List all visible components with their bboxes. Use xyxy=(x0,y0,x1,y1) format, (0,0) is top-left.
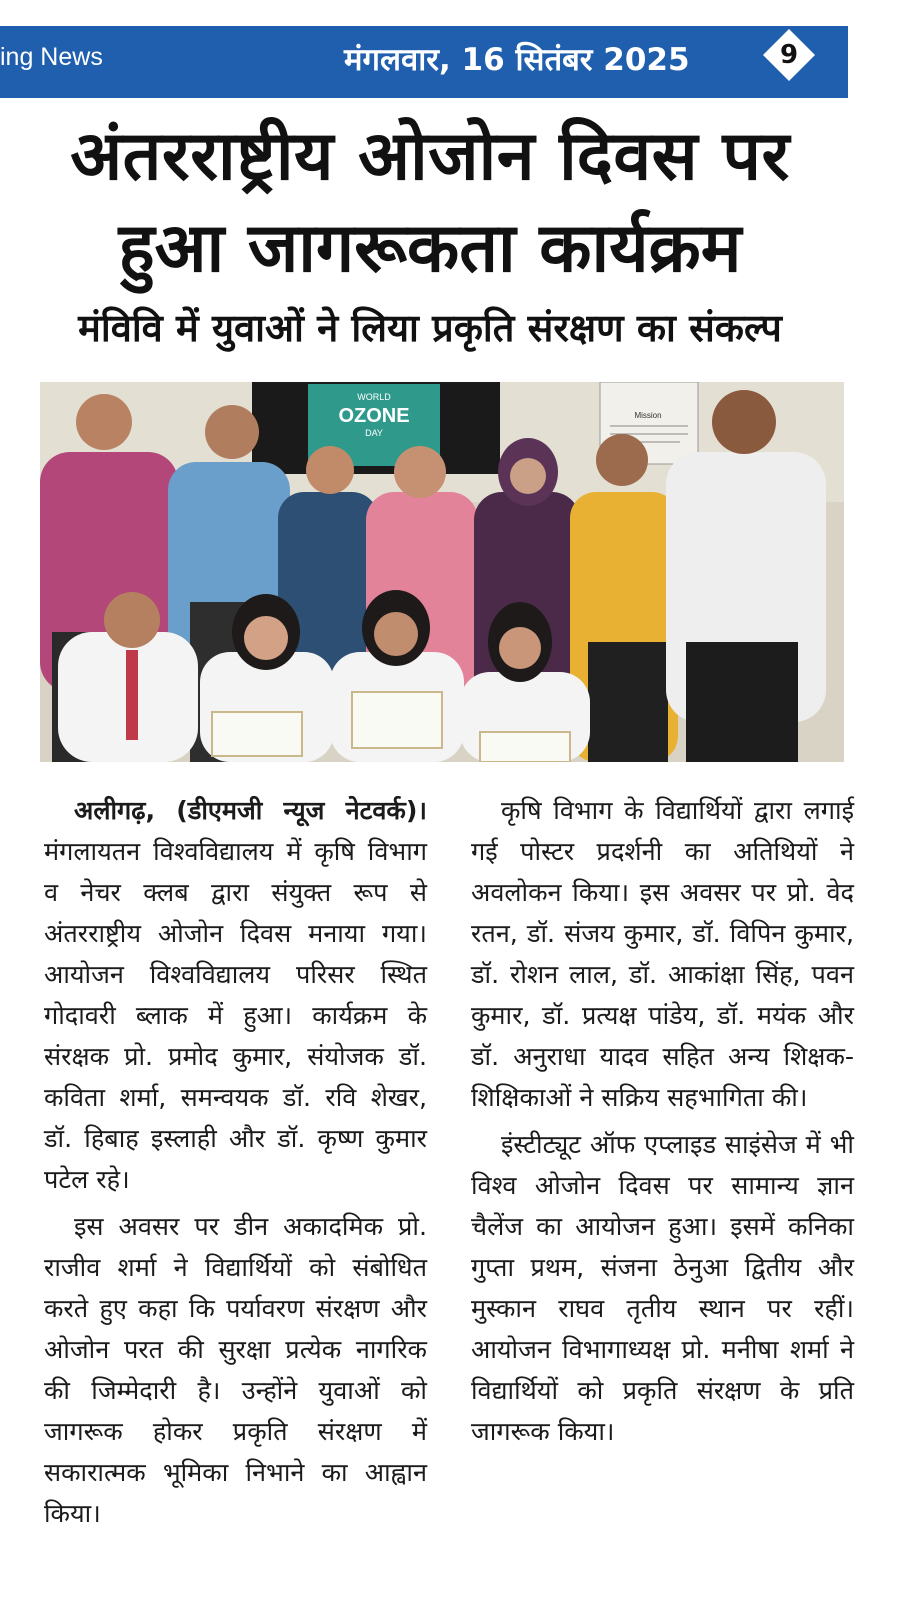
article-column-right xyxy=(471,790,854,1458)
screen-text-bottom: DAY xyxy=(365,428,383,438)
headline-line-1: अंतरराष्ट्रीय ओजोन दिवस पर xyxy=(70,117,790,196)
article-paragraph: इंस्टीट्यूट ऑफ एप्लाइड साइंसेज में भी विश्व ओजोन दिवस पर सामान्य ज्ञान चैलेंज का आयोजन हुआ। इसमें कनिका गुप्ता प्रथम, संजना ठेनुआ द्वितीय और मुस्कान राघव तृतीय स्थान पर रहीं। आयोजन विभागाध्यक्ष प्रो. मनीषा शर्मा ने विद्यार्थियों को प्रकृति संरक्षण के प्रति जागरूक किया। xyxy=(471,1130,854,1446)
headline-line-2: हुआ जागरूकता कार्यक्रम xyxy=(118,209,742,288)
article-paragraph-text: मंगलायतन विश्वविद्यालय में कृषि विभाग व नेचर क्लब द्वारा संयुक्त रूप से अंतरराष्ट्रीय ओजोन दिवस मनाया गया। आयोजन विश्वविद्यालय परिसर स्थित गोदावरी ब्लाक में हुआ। कार्यक्रम के संरक्षक प्रो. प्रमोद कुमार, संयोजक डॉ. कविता शर्मा, समन्वयक डॉ. रवि शेखर, डॉ. हिबाह इस्लाही और डॉ. कृष्ण कुमार पटेल रहे। xyxy=(44,837,427,1194)
screen-text-main: OZONE xyxy=(338,405,410,427)
article-dateline: अलीगढ़, (डीएमजी न्यूज नेटवर्क)। xyxy=(74,796,427,825)
group-photo-illustration xyxy=(40,382,844,762)
article-paragraph xyxy=(44,790,427,1200)
page-number: 9 xyxy=(779,40,799,70)
screen-text-top: WORLD xyxy=(357,392,391,402)
section-label: ing News xyxy=(0,43,103,71)
group-photo xyxy=(40,382,844,762)
issue-date: मंगलवार, 16 सितंबर 2025 xyxy=(344,42,690,78)
article-column-left xyxy=(44,790,427,1540)
header-band xyxy=(0,26,848,98)
page-number-badge xyxy=(762,28,816,82)
article-paragraph: कृषि विभाग के विद्यार्थियों द्वारा लगाई गई पोस्टर प्रदर्शनी का अतिथियों ने अवलोकन किया। इस अवसर पर प्रो. वेद रतन, डॉ. संजय कुमार, डॉ. विपिन कुमार, डॉ. रोशन लाल, डॉ. आकांक्षा सिंह, पवन कुमार, डॉ. प्रत्यक्ष पांडेय, डॉ. मयंक और डॉ. अनुराधा यादव सहित अन्य शिक्षक-शिक्षिकाओं ने सक्रिय सहभागिता की। xyxy=(471,796,854,1112)
subheading: मंविवि में युवाओं ने लिया प्रकृति संरक्षण का संकल्प xyxy=(78,306,782,350)
poster-heading: Mission xyxy=(634,411,662,420)
article-paragraph: इस अवसर पर डीन अकादमिक प्रो. राजीव शर्मा ने विद्यार्थियों को संबोधित करते हुए कहा कि पर्यावरण संरक्षण और ओजोन परत की सुरक्षा प्रत्येक नागरिक की जिम्मेदारी है। उन्होंने युवाओं को जागरूक होकर प्रकृति संरक्षण में सकारात्मक भूमिका निभाने का आह्वान किया। xyxy=(44,1212,427,1528)
